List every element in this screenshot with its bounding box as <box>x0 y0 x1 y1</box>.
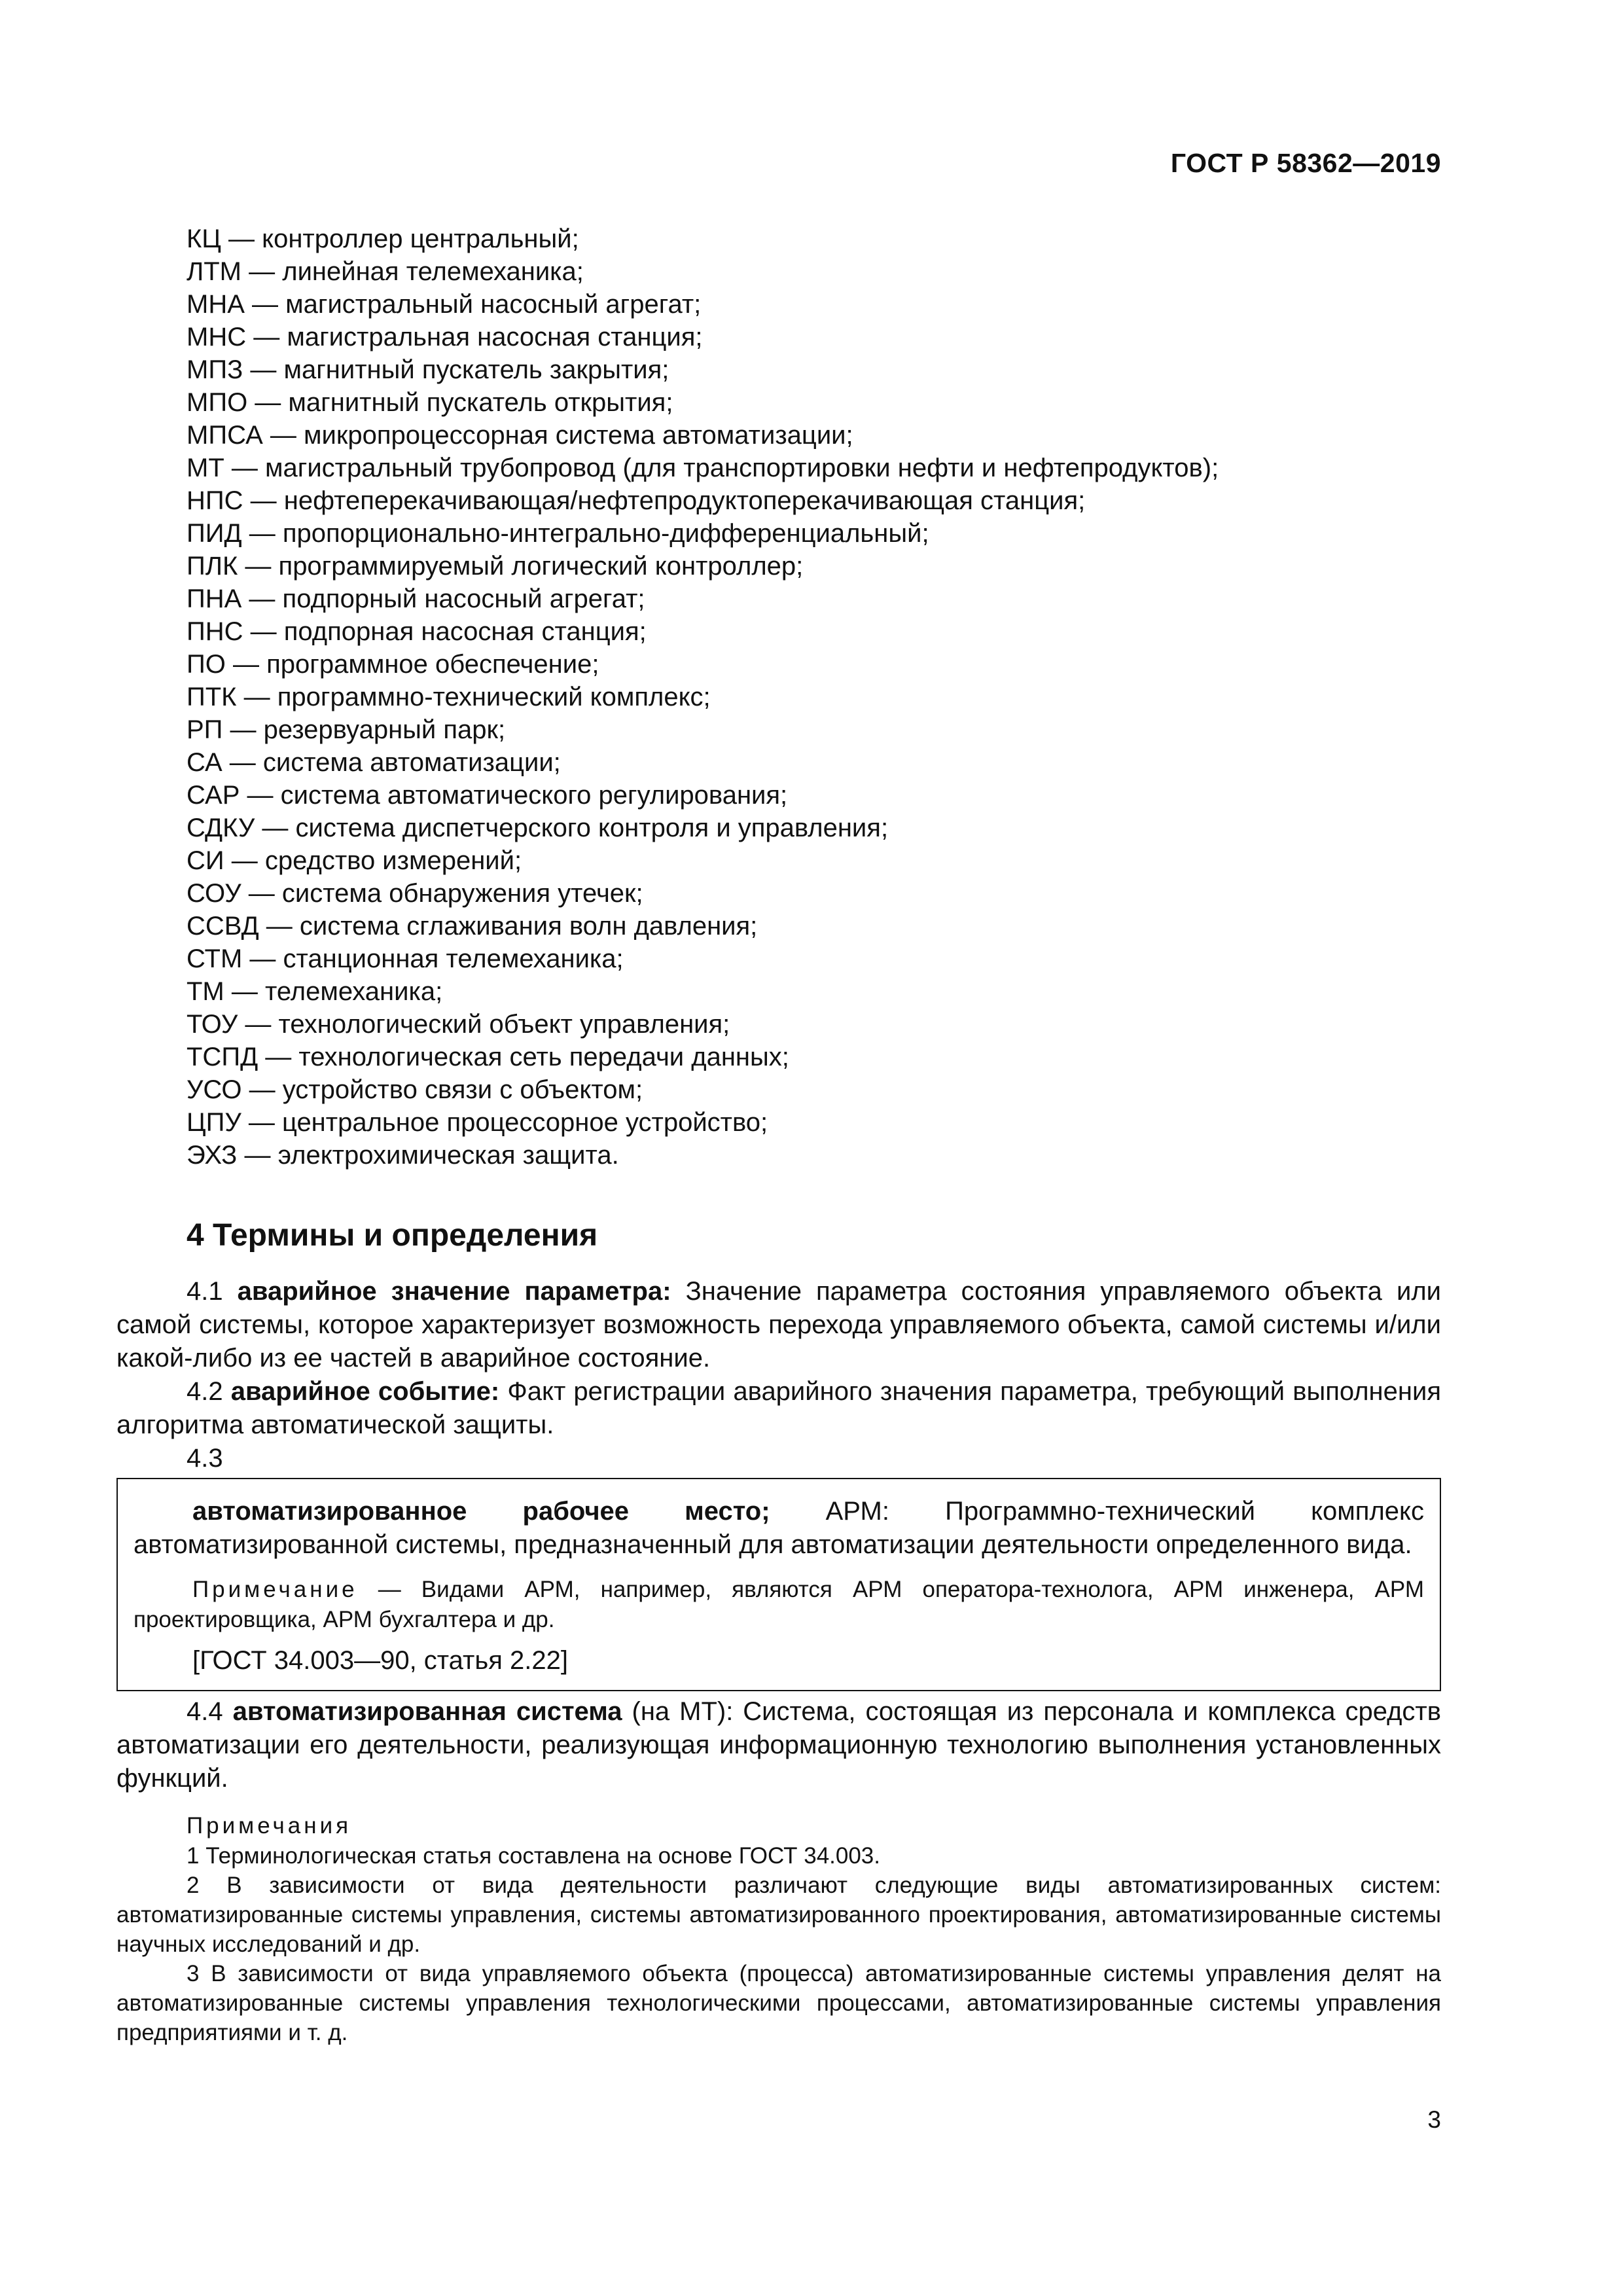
abbreviation-item: МПЗ — магнитный пускатель закрытия; <box>187 355 669 384</box>
abbreviation-list <box>187 223 1450 1172</box>
abbreviation-item: ПНС — подпорная насосная станция; <box>187 617 647 646</box>
term-number: 4.4 <box>187 1697 233 1726</box>
abbreviation-item: МНС — магистральная насосная станция; <box>187 323 703 351</box>
term-paragraph-4-4 <box>116 1695 1441 1795</box>
abbreviation-item: КЦ — контроллер центральный; <box>187 224 579 253</box>
abbreviation-item: СИ — средство измерений; <box>187 846 522 875</box>
notes-block <box>116 1811 1441 2047</box>
abbreviation-item: СА — система автоматизации; <box>187 748 561 777</box>
section-heading: 4 Термины и определения <box>187 1218 598 1253</box>
abbreviation-item: ЭХЗ — электрохимическая защита. <box>187 1141 619 1170</box>
term-note <box>134 1575 1424 1635</box>
abbreviation-item: ТМ — телемеханика; <box>187 977 443 1006</box>
abbreviation-item: МПСА — микропроцессорная система автоматизации; <box>187 421 853 450</box>
term-number: 4.1 <box>187 1277 238 1306</box>
term-number: 4.2 <box>187 1377 231 1406</box>
note-item: 3 В зависимости от вида управляемого объекта (процесса) автоматизированные системы управления делят на автоматизированные системы управления технологическими процессами, автоматизированные системы управления предприятиями и т. д. <box>116 1961 1441 2045</box>
term-definition: Значение параметра состояния управляемого объекта или самой системы, которое характеризует возможность перехода управляемого объекта, самой системы и/или какой-либо из ее частей в аварийное состояние. <box>116 1277 1441 1372</box>
term-definition: (на МТ): Система, состоящая из персонала и комплекса средств автоматизации его деятельности, реализующая информационную технологию выполнения установленных функций. <box>116 1697 1441 1793</box>
abbreviation-item: СОУ — система обнаружения утечек; <box>187 879 643 908</box>
abbreviation-item: ЦПУ — центральное процессорное устройство; <box>187 1108 768 1137</box>
abbreviation-item: УСО — устройство связи с объектом; <box>187 1075 643 1104</box>
term-number-4-3: 4.3 <box>187 1444 223 1473</box>
abbreviation-item: ССВД — система сглаживания волн давления; <box>187 912 758 941</box>
abbreviation-item: ЛТМ — линейная телемеханика; <box>187 257 584 286</box>
term-name: аварийное значение параметра: <box>237 1277 671 1306</box>
abbreviation-item: МНА — магистральный насосный агрегат; <box>187 290 702 319</box>
term-name: автоматизированная система <box>232 1697 622 1726</box>
term-paragraph-4-3 <box>134 1495 1424 1562</box>
abbreviation-item: ПТК — программно-технический комплекс; <box>187 683 711 711</box>
abbreviation-item: СДКУ — система диспетчерского контроля и управления; <box>187 814 889 842</box>
abbreviation-item: МПО — магнитный пускатель открытия; <box>187 388 673 417</box>
term-definition: АРМ: Программно-технический комплекс автоматизированной системы, предназначенный для автоматизации деятельности определенного вида. <box>134 1497 1424 1559</box>
term-source: [ГОСТ 34.003—90, статья 2.22] <box>192 1646 568 1675</box>
term-definition: Факт регистрации аварийного значения параметра, требующий выполнения алгоритма автоматической защиты. <box>116 1377 1441 1439</box>
abbreviation-item: СТМ — станционная телемеханика; <box>187 944 624 973</box>
abbreviation-item: РП — резервуарный парк; <box>187 715 506 744</box>
note-item: 2 В зависимости от вида деятельности различают следующие виды автоматизированных систем: автоматизированные системы управления, системы автоматизированного проектирования, автоматизированные системы научных исследований и др. <box>116 1873 1441 1957</box>
note-item: 1 Терминологическая статья составлена на основе ГОСТ 34.003. <box>187 1843 880 1869</box>
abbreviation-item: НПС — нефтеперекачивающая/нефтепродуктоперекачивающая станция; <box>187 486 1086 515</box>
notes-title: Примечания <box>187 1813 352 1839</box>
term-paragraph-4-1 <box>116 1275 1441 1375</box>
term-box-4-3 <box>116 1478 1441 1691</box>
document-code: ГОСТ Р 58362—2019 <box>1170 148 1441 178</box>
abbreviation-item: САР — система автоматического регулирования; <box>187 781 788 810</box>
abbreviation-item: ТСПД — технологическая сеть передачи данных; <box>187 1043 789 1071</box>
note-text: — Видами АРМ, например, являются АРМ оператора-технолога, АРМ инженера, АРМ проектировщика, АРМ бухгалтера и др. <box>134 1577 1424 1632</box>
abbreviation-item: ТОУ — технологический объект управления; <box>187 1010 730 1039</box>
page-number: 3 <box>1427 2106 1441 2133</box>
abbreviation-item: МТ — магистральный трубопровод (для транспортировки нефти и нефтепродуктов); <box>187 454 1219 482</box>
term-name: автоматизированное рабочее место; <box>192 1497 770 1526</box>
abbreviation-item: ПИД — пропорционально-интегрально-дифференциальный; <box>187 519 929 548</box>
term-name: аварийное событие: <box>230 1377 500 1406</box>
note-label: Примечание <box>192 1577 358 1602</box>
term-paragraph-4-2 <box>116 1375 1441 1442</box>
abbreviation-item: ПНА — подпорный насосный агрегат; <box>187 584 645 613</box>
abbreviation-item: ПЛК — программируемый логический контроллер; <box>187 552 804 581</box>
abbreviation-item: ПО — программное обеспечение; <box>187 650 599 679</box>
terms-section <box>116 1275 1441 2047</box>
